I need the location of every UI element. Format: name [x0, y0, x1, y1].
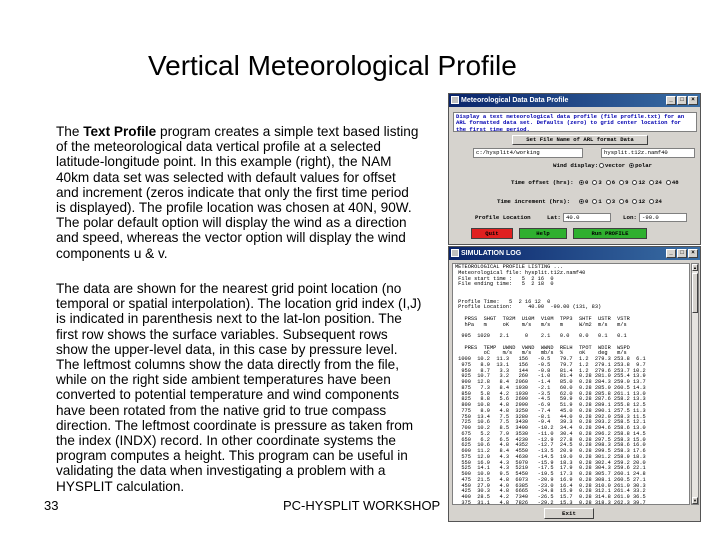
grid-point-paragraph: The data are shown for the nearest grid point location (no temporal or spatial interpolation). The location grid index (I,J) is indicated in parenthesis next to the lat-lon position. The first row shows the surface variables. Subsequent rows show the upper-level data, in this case by pressure level. The leftmost columns show the data directly from the file, while on the right side ambient temperatures have been converted to potential temperature and wind components have been rotated from the native grid to true compass direction. The leftmost coordinate is pressure as taken from the index (INDX) record. In other coordinate systems the program computes a height. This program can be useful in validating the data when investigating a problem with a HYSPLIT calculation.	[56, 281, 422, 494]
profile-window-titlebar[interactable]	[449, 94, 700, 107]
close-icon[interactable]: ×	[688, 96, 698, 105]
scroll-down-icon[interactable]: ▼	[693, 498, 697, 503]
wind-display-label: Wind display:	[553, 162, 599, 169]
profile-window	[448, 93, 701, 245]
log-scrollbar[interactable]	[691, 263, 699, 505]
simulation-log-text[interactable]: METEOROLOGICAL PROFILE LISTING ... Meteorological file: hysplit.t12z.namf40 File start time : 5 2 16 0 File ending time: 5 2 18 0 Profile Time: 5 2 16 12 0 Profile Location: 40.00 -90.00 (131, 83) PRSS SHGT T02M U10M V10M TPP3 SHTF USTR VSTR hPa m oK m/s m/s m W/m2 m/s m/s 995 1020 2.1 0 2.1 0.0 0.0 0.1 0.1 PRES TEMP UWND VWND WWND RELH TPOT WDIR WSPD oC m/s m/s mb/s % oK deg m/s 1000 10.2 11.3 156 -0.5 79.7 1.2 279.3 253.8 6.1 975 8.9 13.1 156 -0.5 79.7 1.2 279.1 253.8 9.7 950 8.7 3.3 144 -0.8 81.4 1.2 279.6 253.7 10.2 925 10.7 3.2 260 -1.0 81.4 0.28 281.0 255.4 13.9 900 12.8 8.4 2060 -1.4 85.0 0.28 284.3 259.0 13.7 875 7.3 8.4 1930 -2.1 60.0 0.28 285.0 260.5 14.3 850 5.8 4.2 1930 -3.5 62.0 0.28 285.8 261.1 13.0 825 8.8 5.6 2690 -4.5 59.9 0.28 287.6 258.2 13.3 800 10.8 4.8 2990 -6.9 51.9 0.28 289.1 255.8 12.5 775 8.9 4.8 3250 -7.4 45.0 0.28 290.1 257.5 11.3 750 13.4 7.5 3280 -8.1 44.0 0.28 292.0 258.3 11.5 725 10.6 7.5 3430 -9.4 39.3 0.28 293.2 258.5 12.1 700 10.2 8.5 3490 -10.2 34.4 0.28 294.6 258.6 13.0 675 5.2 7.9 3530 -11.0 30.4 0.28 296.2 258.8 14.5 650 6.2 6.5 4230 -12.9 27.8 0.28 297.5 258.3 15.0 625 10.6 4.8 4352 -12.7 24.5 0.28 298.3 258.6 16.0 600 11.2 8.4 4550 -13.5 20.9 0.28 299.5 258.3 17.6 575 12.0 4.3 4630 -14.5 19.0 0.28 301.2 258.9 18.3 550 16.9 4.3 5070 -15.9 18.3 0.28 302.4 259.2 20.0 525 14.1 4.3 5219 -17.5 17.9 0.28 304.3 259.6 22.1 500 10.0 9.5 5450 -19.5 17.3 0.28 305.7 260.1 24.8 475 21.5 4.8 6073 -20.9 16.9 0.28 308.1 260.5 27.1 450 27.9 4.0 6385 -23.0 16.4 0.28 310.0 261.0 30.3 425 30.3 4.8 6665 -24.8 15.9 0.28 312.1 261.4 33.2 400 28.5 4.2 7340 -26.5 15.7 0.28 314.8 261.9 36.5 375 31.1 4.8 7826 -29.2 15.3 0.28 318.3 262.3 39.7	[452, 263, 690, 505]
time-offset-label: Time offset (hrs):	[511, 179, 574, 186]
run-profile-button[interactable]: Run PROFILE	[573, 228, 647, 239]
paragraph-body: program creates a simple text based listing of the meteorological data vertical profile at a selected latitude-longitude point. In this example (right), the NAM 40km data set was selected with default values for offset and increment (zeros indicate that only the first time period is displayed). The profile location was chosen at 40N, 90W. The polar default option will display the wind as a direction and speed, whereas the vector option will display the wind components u & v.	[56, 124, 419, 261]
profile-location-label: Profile Location	[475, 214, 531, 221]
time-increment-option[interactable]: 6	[619, 198, 628, 205]
window-icon	[451, 249, 459, 257]
time-increment-option[interactable]: 12	[632, 198, 645, 205]
text-profile-paragraph	[56, 124, 436, 261]
lon-input[interactable]: -90.0	[639, 213, 687, 222]
lat-label: Lat:	[547, 214, 561, 221]
lat-input[interactable]: 40.0	[563, 213, 611, 222]
time-offset-option[interactable]: 6	[606, 179, 615, 186]
time-offset-option[interactable]: 48	[666, 179, 679, 186]
wind-option-polar[interactable]: polar	[629, 162, 652, 169]
close-icon[interactable]: ×	[688, 249, 698, 258]
wind-option-vector[interactable]: vector	[599, 162, 625, 169]
window-icon	[451, 96, 459, 104]
text-profile-term: Text Profile	[83, 124, 157, 139]
log-window-titlebar[interactable]	[449, 247, 700, 260]
time-increment-label: Time increment (hrs):	[497, 198, 571, 205]
scroll-up-icon[interactable]: ▲	[693, 265, 697, 270]
time-offset-option[interactable]: 9	[619, 179, 628, 186]
profile-description: Display a text meteorological data profile (file profile.txt) for an ARL formatted data set. Defaults (zero) to grid center location for the first time period.	[453, 112, 697, 132]
time-increment-option[interactable]: 1	[592, 198, 601, 205]
wind-display-options	[599, 162, 652, 169]
simulation-log-window	[448, 246, 701, 522]
exit-button[interactable]: Exit	[544, 508, 594, 519]
directory-field[interactable]: c:/hysplit4/working	[473, 148, 583, 158]
paragraph-intro: The	[56, 124, 84, 139]
slide-title: Vertical Meteorological Profile	[148, 50, 517, 81]
set-file-button[interactable]: Set File Name of ARL format Data	[512, 135, 648, 145]
profile-window-title: Meteorological Data Data Profile	[461, 97, 569, 104]
time-increment-option[interactable]: 24	[649, 198, 662, 205]
minimize-icon[interactable]: _	[666, 96, 676, 105]
time-increment-options	[579, 198, 662, 205]
footer-text: PC-HYSPLIT WORKSHOP	[283, 498, 441, 513]
time-increment-option[interactable]: 3	[606, 198, 615, 205]
help-button[interactable]: Help	[519, 228, 567, 239]
time-offset-options	[579, 179, 679, 186]
time-increment-option[interactable]: 0	[579, 198, 588, 205]
scroll-thumb[interactable]	[692, 273, 698, 313]
page-number: 33	[44, 498, 59, 513]
quit-button[interactable]: Quit	[471, 228, 513, 239]
lon-label: Lon:	[623, 214, 637, 221]
filename-field[interactable]: hysplit.t12z.namf40	[601, 148, 695, 158]
time-offset-option[interactable]: 24	[649, 179, 662, 186]
time-offset-option[interactable]: 12	[632, 179, 645, 186]
log-window-title: SIMULATION LOG	[461, 250, 522, 257]
time-offset-option[interactable]: 3	[592, 179, 601, 186]
maximize-icon[interactable]: □	[677, 249, 687, 258]
time-offset-option[interactable]: 0	[579, 179, 588, 186]
maximize-icon[interactable]: □	[677, 96, 687, 105]
minimize-icon[interactable]: _	[666, 249, 676, 258]
